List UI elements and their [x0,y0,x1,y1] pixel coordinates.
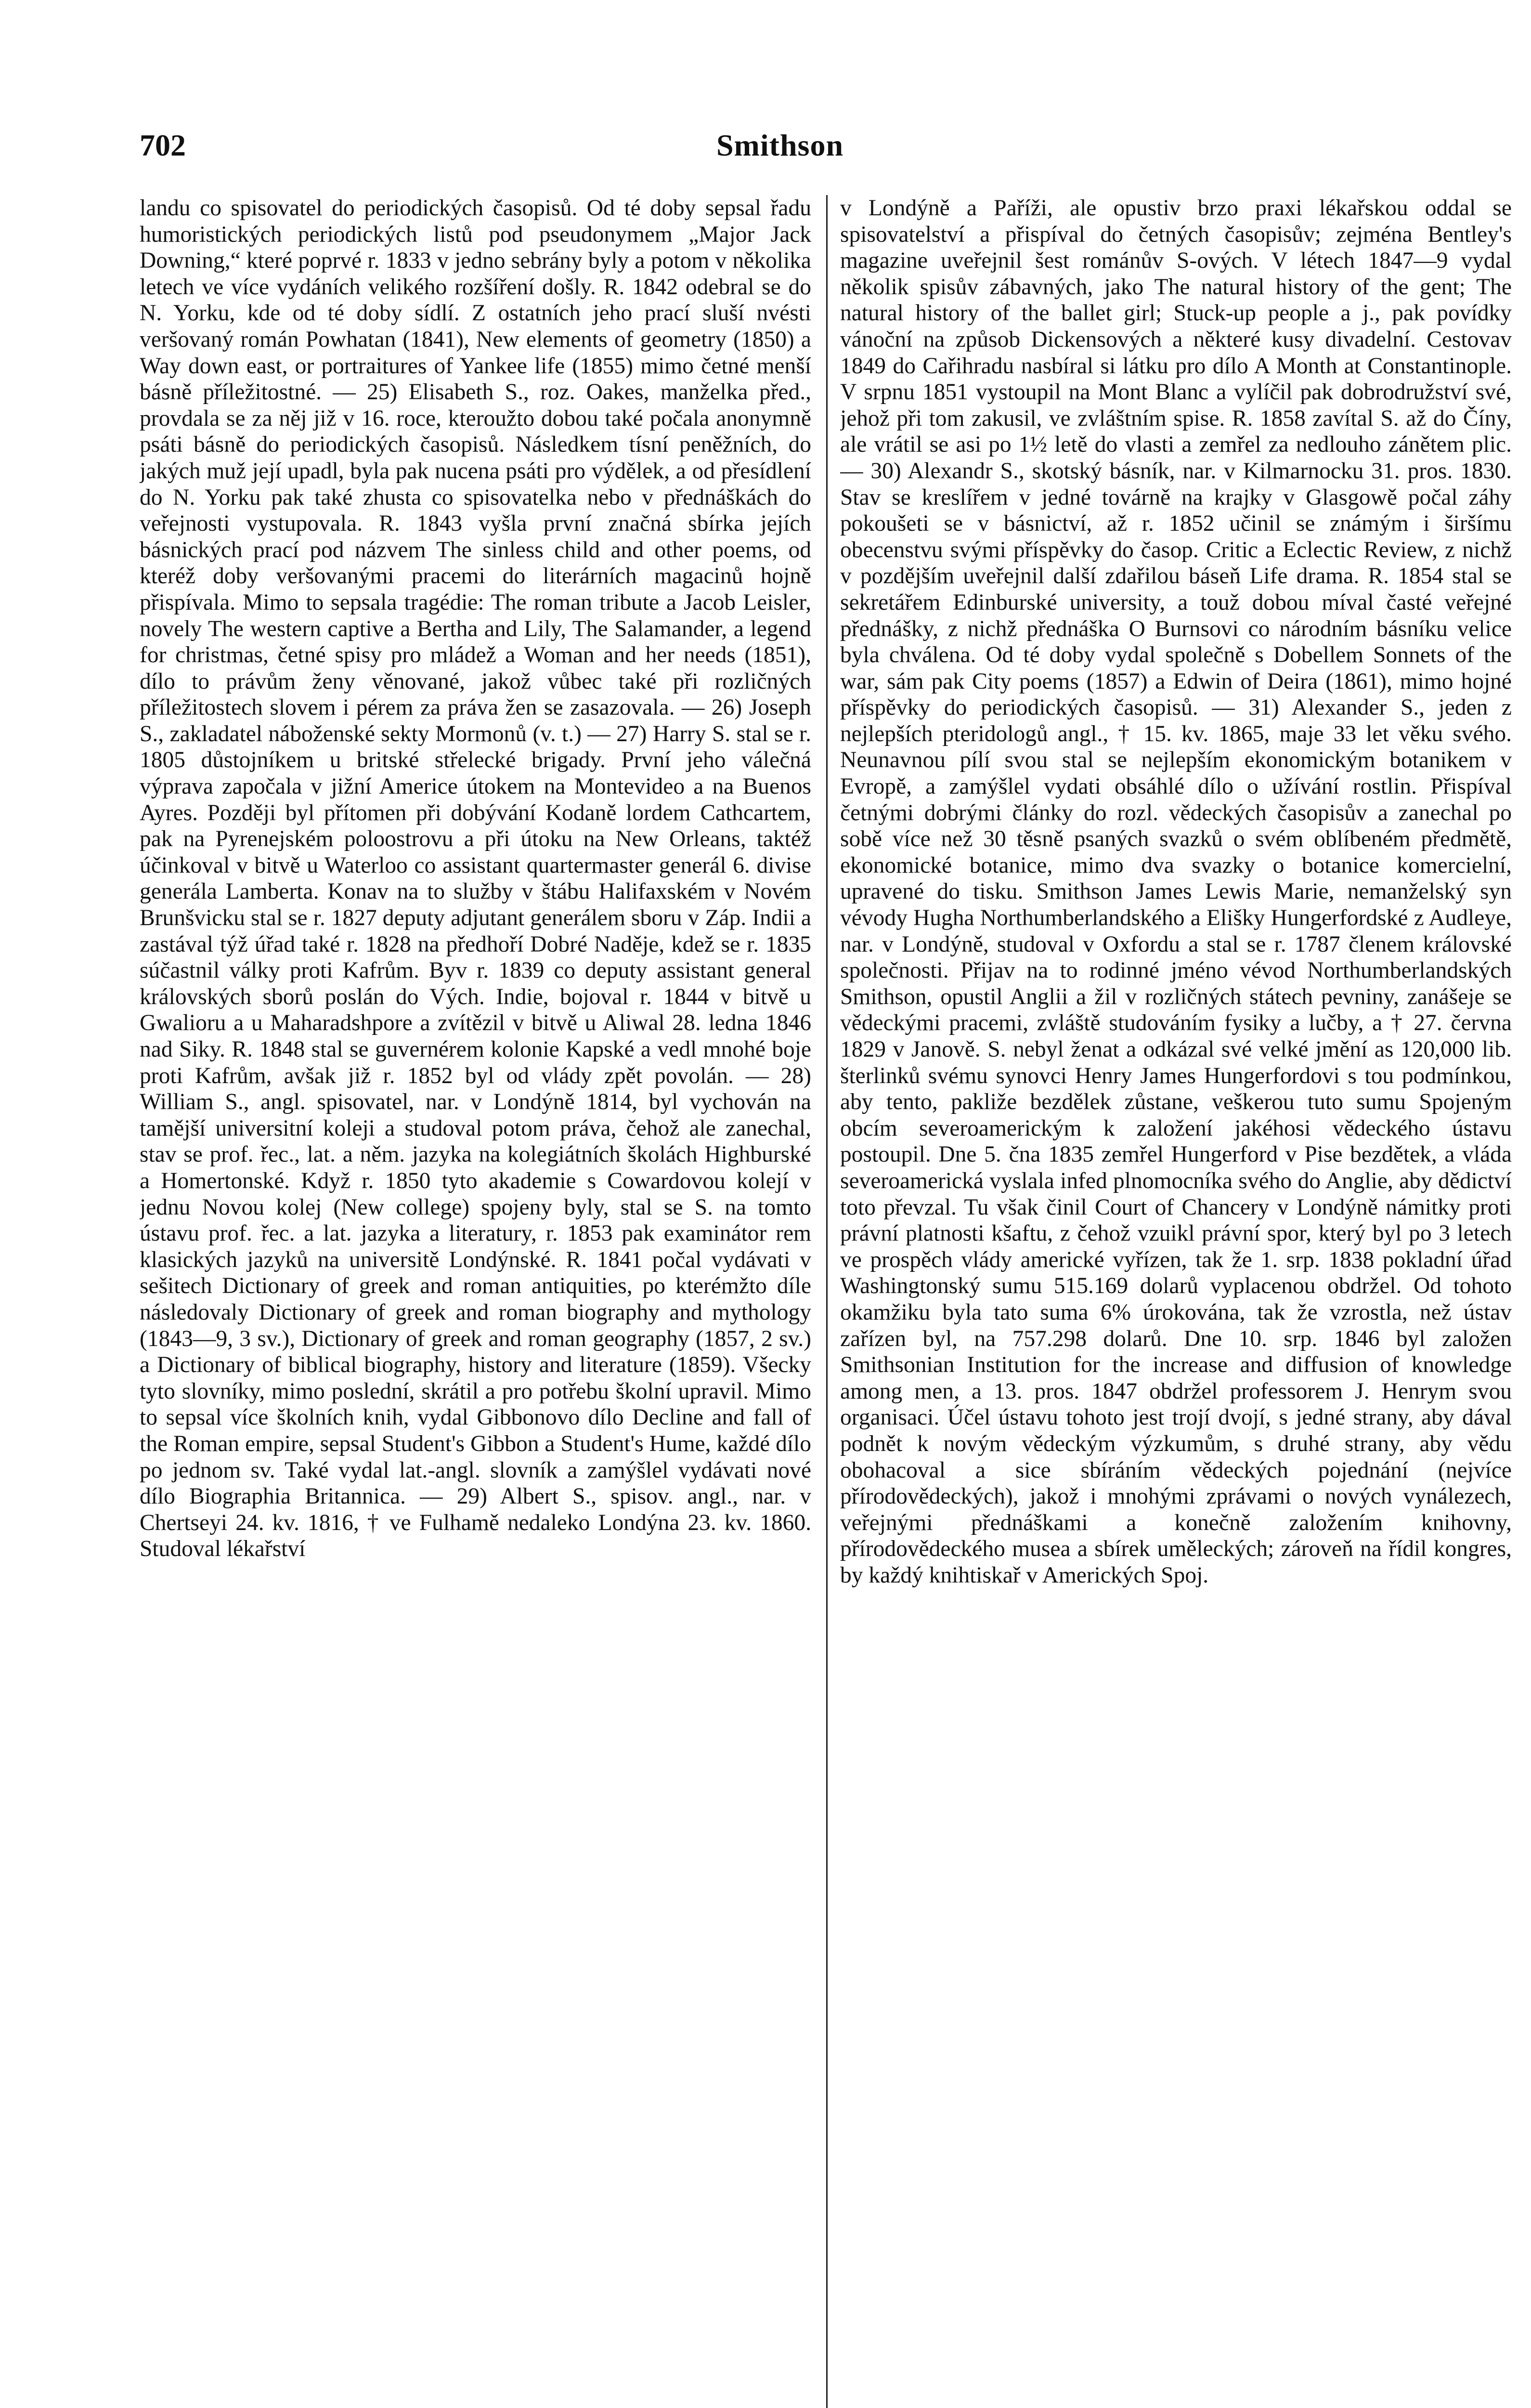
right-column-text: v Londýně a Paříži, ale opustiv brzo praxi lékařskou oddal se spisovatelství a přispíval do četných časopisův; zejména Bentley's magazine uveřejnil šest románův S-ových. V létech 1847—9 vydal několik spisův zábavných, jako The natural history of the gent; The natural history of the ballet girl; Stuck-up people a j., pak povídky vánoční na způsob Dickensových a některé kusy divadelní. Cestovav 1849 do Cařihradu nasbíral si látku pro dílo A Month at Constantinople. V srpnu 1851 vystoupil na Mont Blanc a vylíčil pak dobrodružství své, jehož při tom zakusil, ve zvláštním spise. R. 1858 zavítal S. až do Číny, ale vrátil se asi po 1½ letě do vlasti a zemřel za nedlouho zánětem plic. — 30) Alexandr S., skotský básník, nar. v Kilmarnocku 31. pros. 1830. Stav se kreslířem v jedné továrně na krajky v Glasgowě počal záhy pokoušeti se v básnictví, až r. 1852 učinil se známým i širšímu obecenstvu svými příspěvky do časop. Critic a Eclectic Review, z nichž v pozdějším uveřejnil další zdařilou báseň Life drama. R. 1854 stal se sekretářem Edinburské university, a touž dobou míval časté veřejné přednášky, z nichž přednáška O Burnsovi co národním básníku velice byla chválena. Od té doby vydal společně s Dobellem Sonnets of the war, sám pak City poems (1857) a Edwin of Deira (1861), mimo hojné příspěvky do periodických časopisů. — 31) Alexander S., jeden z nejlepších pteridologů angl., † 15. kv. 1865, maje 33 let věku svého. Neunavnou pílí svou stal se nejlepším ekonomickým botanikem v Evropě, a zamýšlel vydati obsáhlé dílo o užívání rostlin. Přispíval četnými dobrými články do rozl. vědeckých časopisův a zanechal po sobě více než 30 těsně psaných svazků o svém oblíbeném předmětě, ekonomické botanice, mimo dva svazky o botanice komercielní, upravené do tisku. Smithson James Lewis Marie, nemanželský syn vévody Hugha Northumberlandského a Elišky Hungerfordské z Audleye, nar. v Londýně, studoval v Oxfordu a stal se r. 1787 členem královské společnosti. Přijav na to rodinné jméno vévod Northumberlandských Smithson, opustil Anglii a žil v rozličných státech pevniny, zanášeje se vědeckými pracemi, zvláště studováním fysiky a lučby, a † 27. června 1829 v Janově. S. nebyl ženat a odkázal své velké jmění as 120,000 lib. šterlinků svému synovci Henry James Hungerfordovi s tou podmínkou, aby tento, pakliže bezdělek zůstane, veškerou tuto sumu Spojeným obcím severoamerickým k založení jakéhosi vědeckého ústavu postoupil. Dne 5. čna 1835 zemřel Hungerford v Pise bezdětek, a vláda severoamerická vyslala infed plnomocníka svého do Anglie, aby dědictví toto převzal. Tu však činil Court of Chancery v Londýně námitky proti právní platnosti kšaftu, z čehož vzuikl právní spor, který byl po 3 letech ve prospěch vlády americké vyřízen, tak že 1. srp. 1838 pokladní úřad Washingtonský sumu 515.169 dolarů vyplacenou obdržel. Od tohoto okamžiku byla tato suma 6% úrokována, tak že vzrostla, než ústav zařízen byl, na 757.298 dolarů. Dne 10. srp. 1846 byl založen Smithsonian Institution for the increase and diffusion of knowledge among men, a 13. pros. 1847 obdržel professorem J. Henrym svou organisaci. Účel ústavu tohoto jest trojí dvojí, s jedné strany, aby dával podnět k novým vědeckým výzkumům, s druhé strany, aby vědu obohacoval a sice sbíráním vědeckých pojednání (nejvíce přírodovědeckých), jakož i mnohými zprávami o nových vynálezech, veřejnými přednáškami a konečně založením knihovny, přírodovědeckého musea a sbírek uměleckých; zároveň na řídil kongres, by každý knihtiskař v Amerických Spoj. [840,196,1512,1588]
page-header [140,128,1420,171]
page-number: 702 [140,128,186,162]
running-head: Smithson [716,128,844,162]
column-divider [826,195,828,2408]
right-column [840,195,1512,2408]
left-column-text: landu co spisovatel do periodických časopisů. Od té doby sepsal řadu humoristických periodických listů pod pseudonymem „Major Jack Downing,“ které poprvé r. 1833 v jedno sebrány byly a potom v několika letech ve více vydáních velikého rozšíření došly. R. 1842 odebral se do N. Yorku, kde od té doby sídlí. Z ostatních jeho prací sluší nvésti veršovaný román Powhatan (1841), New elements of geometry (1850) a Way down east, or portraitures of Yankee life (1855) mimo četné menší básně příležitostné. — 25) Elisabeth S., roz. Oakes, manželka před., provdala se za něj již v 16. roce, kteroužto dobou také počala anonymně psáti básně do periodických časopisů. Následkem tísní peněžních, do jakých muž její upadl, byla pak nucena psáti pro výdělek, a od přesídlení do N. Yorku pak také zhusta co spisovatelka nebo v přednáškách do veřejnosti vystupovala. R. 1843 vyšla první značná sbírka jejích básnických prací pod názvem The sinless child and other poems, od kteréž doby veršovanými pracemi do literárních magacinů hojně přispívala. Mimo to sepsala tragédie: The roman tribute a Jacob Leisler, novely The western captive a Bertha and Lily, The Salamander, a legend for christmas, četné spisy pro mládež a Woman and her needs (1851), dílo to právům ženy věnované, jakož vůbec také při rozličných příležitostech slovem i pérem za práva žen se zasazovala. — 26) Joseph S., zakladatel náboženské sekty Mormonů (v. t.) — 27) Harry S. stal se r. 1805 důstojníkem u britské střelecké brigady. První jeho válečná výprava započala v jižní Americe útokem na Montevideo a na Buenos Ayres. Později byl přítomen při dobývání Kodaně lordem Cathcartem, pak na Pyrenejském poloostrovu a při útoku na New Orleans, taktéž účinkoval v bitvě u Waterloo co assistant quartermaster generál 6. divise generála Lamberta. Konav na to služby v štábu Halifaxském v Novém Brunšvicku stal se r. 1827 deputy adjutant generálem sboru v Záp. Indii a zastával týž úřad také r. 1828 na předhoří Dobré Naděje, kdež se r. 1835 súčastnil války proti Kafrům. Byv r. 1839 co deputy assistant general královských sborů poslán do Vých. Indie, bojoval r. 1844 v bitvě u Gwalioru a u Maharadshpore a zvítězil v bitvě u Aliwal 28. ledna 1846 nad Siky. R. 1848 stal se guvernérem kolonie Kapské a vedl mnohé boje proti Kafrům, avšak již r. 1852 byl od vlády zpět povolán. — 28) William S., angl. spisovatel, nar. v Londýně 1814, byl vychován na tamější universitní koleji a studoval potom práva, čehož ale zanechal, stav se prof. řec., lat. a něm. jazyka na kolegiátních školách Highburské a Homertonské. Když r. 1850 tyto akademie s Cowardovou kolejí v jednu Novou kolej (New college) spojeny byly, stal se S. na tomto ústavu prof. řec. a lat. jazyka a literatury, r. 1853 pak examinátor rem klasických jazyků na universitě Londýnské. R. 1841 počal vydávati v sešitech Dictionary of greek and roman antiquities, po kterémžto díle následovaly Dictionary of greek and roman biography and mythology (1843—9, 3 sv.), Dictionary of greek and roman geography (1857, 2 sv.) a Dictionary of biblical biography, history and literature (1859). Všecky tyto slovníky, mimo poslední, skrátil a pro potřebu školní upravil. Mimo to sepsal více školních knih, vydal Gibbonovo dílo Decline and fall of the Roman empire, sepsal Student's Gibbon a Student's Hume, každé dílo po jednom sv. Také vydal lat.-angl. slovník a zamýšlel vydávati nové dílo Biographia Britannica. — 29) Albert S., spisov. angl., nar. v Chertseyi 24. kv. 1816, † ve Fulhamě nedaleko Londýna 23. kv. 1860. Studoval lékařství [140,196,811,1562]
left-column [140,195,811,2408]
